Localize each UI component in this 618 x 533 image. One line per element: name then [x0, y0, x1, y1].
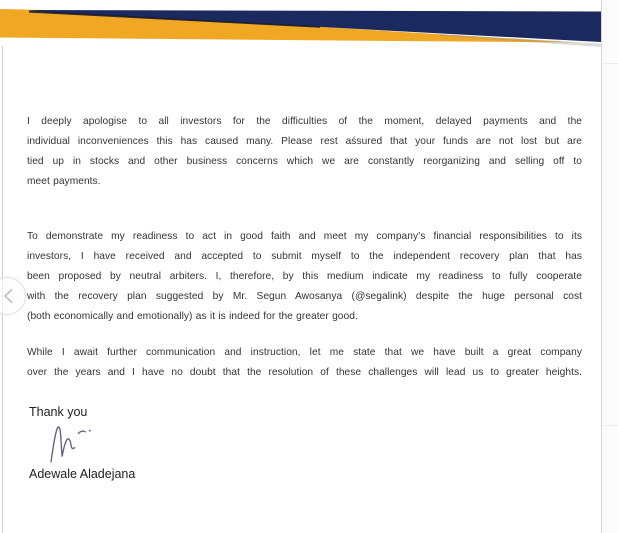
signer-name: Adewale Aladejana [29, 467, 136, 481]
chevron-left-icon [0, 278, 25, 314]
paragraph-line: over the years and I have no doubt that the resolution of these challenges will lead us to greater heights. [27, 367, 582, 378]
page-right-margin-strip [601, 0, 618, 533]
strip-hairline [603, 425, 618, 426]
paragraph-recovery-plan [27, 227, 582, 327]
paragraph-line: with the recovery plan suggested by Mr. Segun Awosanya (@segalink) despite the huge personal cost [27, 291, 582, 302]
closing-text: Thank you [29, 405, 88, 419]
paragraph-line: meet payments. [27, 176, 101, 187]
strip-hairline [603, 63, 618, 64]
paragraph-line: (both economically and emotionally) as it is indeed for the greater good. [27, 311, 358, 322]
handwritten-signature-icon [45, 424, 99, 466]
letterhead-banner [0, 0, 601, 50]
paragraph-line: To demonstrate my readiness to act in good faith and meet my company’s financial responsibilities to its [27, 231, 582, 242]
paragraph-line: I deeply apologise to all investors for the difficulties of the moment, delayed payments and the [27, 116, 582, 127]
paragraph-line: individual inconveniences this has caused many. Please rest aśsured that your funds are not lost but are [27, 136, 582, 147]
paragraph-line: tied up in stocks and other business concerns which we are constantly reorganizing and selling off to [27, 156, 582, 167]
paragraph-line: been proposed by neutral arbiters. I, therefore, by this medium indicate my readiness to fully cooperate [27, 271, 582, 282]
paragraph-line: investors, I have received and accepted to submit myself to the independent recovery plan that has [27, 251, 582, 262]
carousel-previous-button[interactable] [0, 277, 26, 315]
paragraph-line: While I await further communication and instruction, let me state that we have built a great company [27, 347, 582, 358]
paragraph-outlook [27, 343, 582, 383]
paragraph-apology [27, 112, 582, 192]
